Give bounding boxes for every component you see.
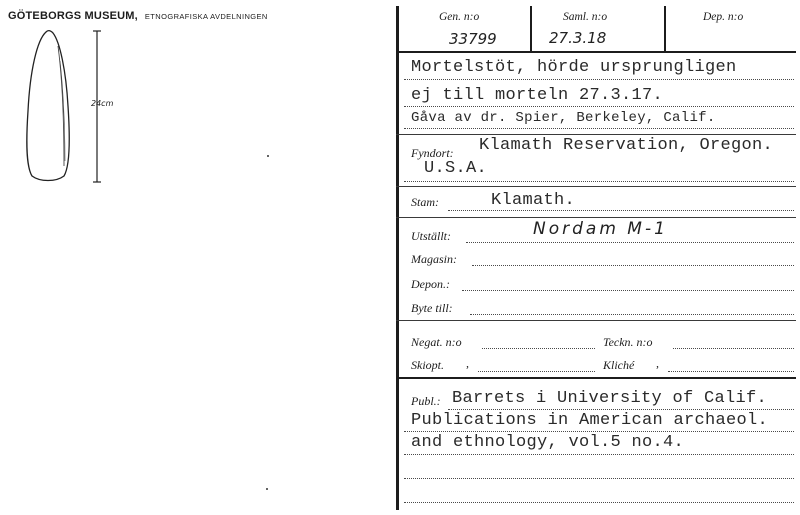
kliche-ditto: , <box>656 356 659 370</box>
description-line-1: Mortelstöt, hörde ursprungligen <box>411 58 737 77</box>
publ-line-2: Publications in American archaeol. <box>411 411 769 430</box>
description-line-2: ej till morteln 27.3.17. <box>411 86 664 105</box>
header-rule <box>396 51 796 53</box>
negat-label: Negat. n:o <box>411 335 462 349</box>
teckn-label: Teckn. n:o <box>603 335 653 349</box>
section-rule <box>396 134 796 135</box>
dotted-rule <box>448 409 794 410</box>
dotted-rule <box>404 79 794 80</box>
column-divider <box>664 6 666 52</box>
description-line-3: Gåva av dr. Spier, Berkeley, Calif. <box>411 110 716 126</box>
dotted-rule <box>404 454 794 455</box>
kliche-label: Kliché <box>603 358 635 372</box>
dotted-rule <box>404 106 794 107</box>
fyndort-line-2: U.S.A. <box>424 159 488 178</box>
section-rule <box>396 320 796 321</box>
dotted-rule <box>404 502 794 503</box>
section-rule <box>396 217 796 218</box>
dimension-label: 24cm <box>91 99 114 108</box>
dotted-rule <box>404 128 794 129</box>
dotted-rule <box>478 371 595 372</box>
magasin-label: Magasin: <box>411 252 457 266</box>
gen-no-value: 33799 <box>449 30 497 48</box>
byte-till-label: Byte till: <box>411 301 453 315</box>
section-rule <box>396 377 796 379</box>
dotted-rule <box>466 242 794 243</box>
gen-no-label: Gen. n:o <box>439 11 480 23</box>
dotted-rule <box>404 181 794 182</box>
dotted-rule <box>673 348 794 349</box>
saml-no-value: 27.3.18 <box>549 29 607 47</box>
publ-label: Publ.: <box>411 394 441 408</box>
card-left-border <box>396 6 399 510</box>
dotted-rule <box>470 314 794 315</box>
dotted-rule <box>472 265 794 266</box>
dep-no-label: Dep. n:o <box>703 11 744 23</box>
section-rule <box>396 186 796 187</box>
dotted-rule <box>668 371 794 372</box>
dotted-rule <box>448 210 794 211</box>
card-header <box>8 6 268 24</box>
saml-no-label: Saml. n:o <box>563 11 608 23</box>
skiopt-ditto: , <box>466 356 469 370</box>
stam-value: Klamath. <box>491 191 576 210</box>
skiopt-label: Skiopt. <box>411 358 444 372</box>
publ-line-1: Barrets i University of Calif. <box>452 389 768 408</box>
depon-label: Depon.: <box>411 277 450 291</box>
ink-speck <box>266 488 268 490</box>
dotted-rule <box>404 431 794 432</box>
dotted-rule <box>482 348 595 349</box>
utstallt-label: Utställt: <box>411 229 452 243</box>
stam-label: Stam: <box>411 195 439 209</box>
dotted-rule <box>404 478 794 479</box>
fyndort-label: Fyndort: <box>411 146 454 160</box>
dotted-rule <box>462 290 794 291</box>
column-divider <box>530 6 532 52</box>
fyndort-line-1: Klamath Reservation, Oregon. <box>479 136 774 155</box>
publ-line-3: and ethnology, vol.5 no.4. <box>411 433 685 452</box>
ink-speck <box>267 155 269 157</box>
utstallt-value: Nordam M-1 <box>533 219 668 239</box>
museum-name: GÖTEBORGS MUSEUM, <box>8 10 138 22</box>
department-name: ETNOGRAFISKA AVDELNINGEN <box>144 12 268 21</box>
